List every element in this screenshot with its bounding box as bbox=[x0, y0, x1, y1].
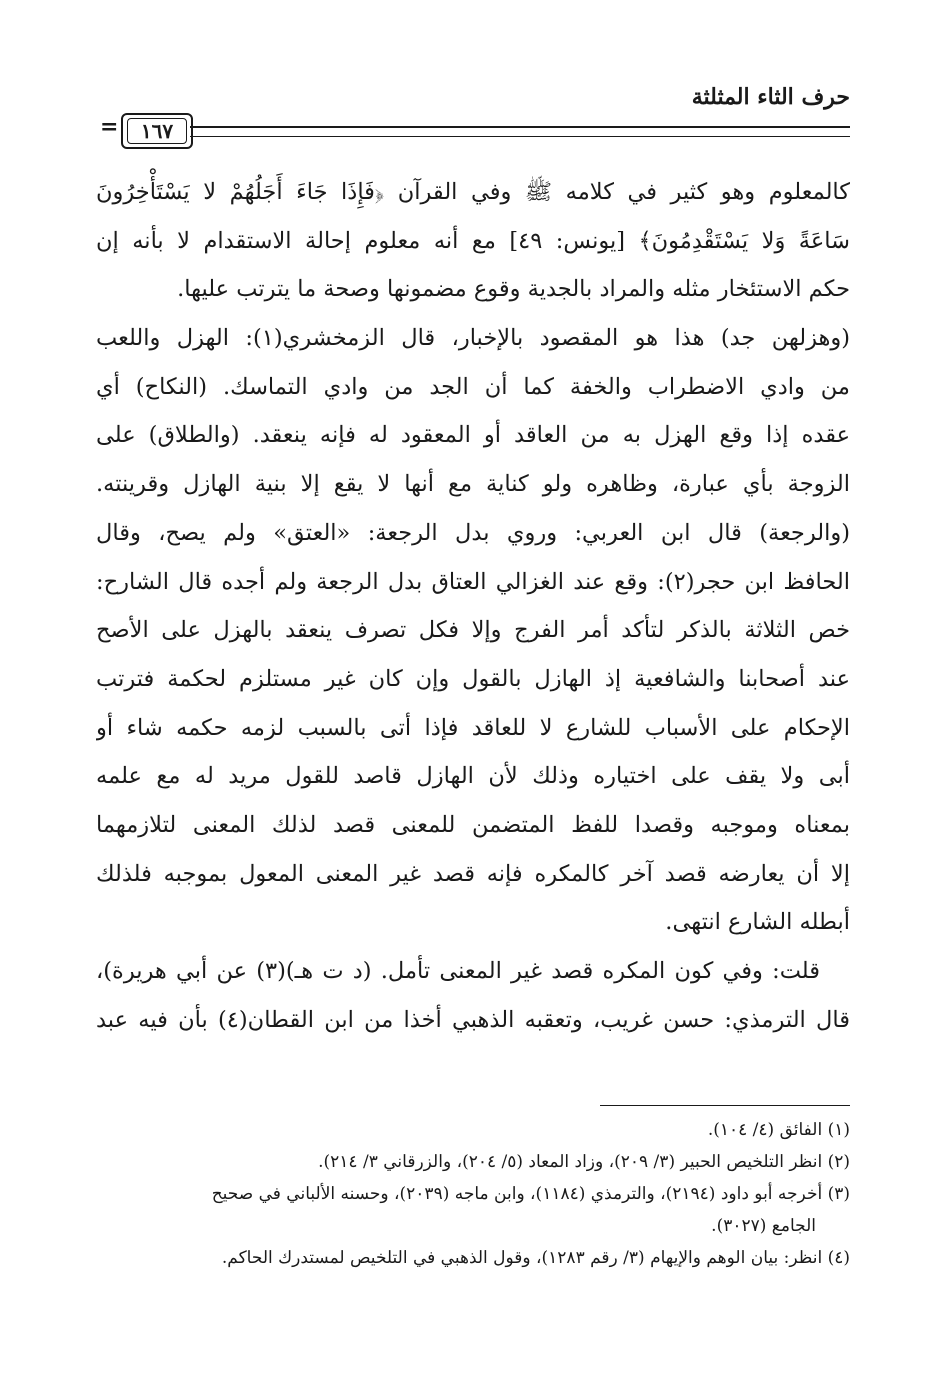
text-line: من وادي الاضطراب والخفة كما أن الجد من وادي التماسك. (النكاح) أي bbox=[96, 373, 850, 400]
footnote-rule bbox=[600, 1105, 850, 1106]
text-line: الزوجة بأي عبارة، وظاهره ولو كناية مع أنها لا يقع إلا بنية الهازل وقرينته. bbox=[96, 471, 850, 498]
page-number: ١٦٧ bbox=[127, 118, 187, 144]
text-line: إلا أن يعارضه قصد آخر كالمكره فإنه قصد غير المعنى المعول بموجبه فلذلك bbox=[96, 860, 850, 887]
text-line: الحافظ ابن حجر(٢): وقع عند الغزالي العتاق بدل الرجعة ولم أجده قال الشارح: bbox=[96, 568, 850, 595]
text-line: الإحكام على الأسباب للشارع لا للعاقد فإذا أتى بالسبب لزمه حكمه شاء أو bbox=[96, 714, 850, 741]
text-line: قلت: وفي كون المكره قصد غير المعنى تأمل. (د ت هـ)(٣) عن أبي هريرة)، bbox=[96, 958, 821, 984]
text-line: حكم الاستئخار مثله والمراد بالجدية وقوع مضمونها وصحة ما يترتب عليها. bbox=[177, 276, 850, 303]
text-line: قال الترمذي: حسن غريب، وتعقبه الذهبي أخذا من ابن القطان(٤) بأن فيه عبد bbox=[96, 1006, 850, 1033]
text-line: خص الثلاثة بالذكر لتأكد أمر الفرج وإلا فكل تصرف ينعقد بالهزل على الأصح bbox=[96, 617, 850, 644]
text-line: عند أصحابنا والشافعية إذ الهازل بالقول وإن كان غير مستلزم لحكمة فترتب bbox=[96, 665, 850, 692]
text-line: (والرجعة) قال ابن العربي: وروي بدل الرجعة: «العتق» ولم يصح، وقال bbox=[96, 519, 850, 546]
text-line: بمعناه وموجبه وقصدا للفظ المتضمن للمعنى قصد لذلك المعنى لتلازمهما bbox=[96, 811, 850, 838]
page-number-frame bbox=[121, 113, 193, 149]
footnotes bbox=[96, 1114, 850, 1274]
footnote-continuation: الجامع (٣٠٢٧). bbox=[711, 1216, 816, 1236]
text-line: أبطله الشارع انتهى. bbox=[665, 909, 850, 936]
footnote: (٢) انظر التلخيص الحبير (٣/ ٢٠٩)، وزاد المعاد (٥/ ٢٠٤)، والزرقاني ٣/ ٢١٤). bbox=[318, 1152, 850, 1172]
footnote: (٤) انظر: بيان الوهم والإيهام (٣/ رقم ١٢٨٣)، وقول الذهبي في التلخيص لمستدرك الحاكم. bbox=[221, 1248, 850, 1268]
footnote: (١) الفائق (٤/ ١٠٤). bbox=[707, 1120, 850, 1140]
text-line: كالمعلوم وهو كثير في كلامه ﷺ وفي القرآن ﴿فَإِذَا جَاءَ أَجَلُهُمْ لا يَسْتَأْخِرُونَ bbox=[96, 179, 850, 205]
text-line: (وهزلهن جد) هذا هو المقصود بالإخبار، قال الزمخشري(١): الهزل واللعب bbox=[96, 325, 850, 352]
text-line: أبى ولا يقف على اختياره وذلك لأن الهازل قاصد للقول مريد له مع علمه bbox=[96, 763, 850, 790]
main-text bbox=[96, 168, 850, 1044]
header-rule bbox=[190, 126, 850, 137]
text-line: سَاعَةً وَلا يَسْتَقْدِمُونَ﴾ [يونس: ٤٩] مع أنه معلوم إحالة الاستقدام لا بأنه إن bbox=[96, 227, 850, 254]
footnote: (٣) أخرجه أبو داود (٢١٩٤)، والترمذي (١١٨٤)، وابن ماجه (٢٠٣٩)، وحسنه الألباني في صحيح bbox=[211, 1184, 850, 1204]
page-marker: = bbox=[100, 114, 119, 140]
chapter-title: حرف الثاء المثلثة bbox=[691, 84, 850, 110]
text-line: عقده إذا وقع الهزل به من العاقد أو المعقود له فإنه ينعقد. (والطلاق) على bbox=[96, 422, 850, 449]
